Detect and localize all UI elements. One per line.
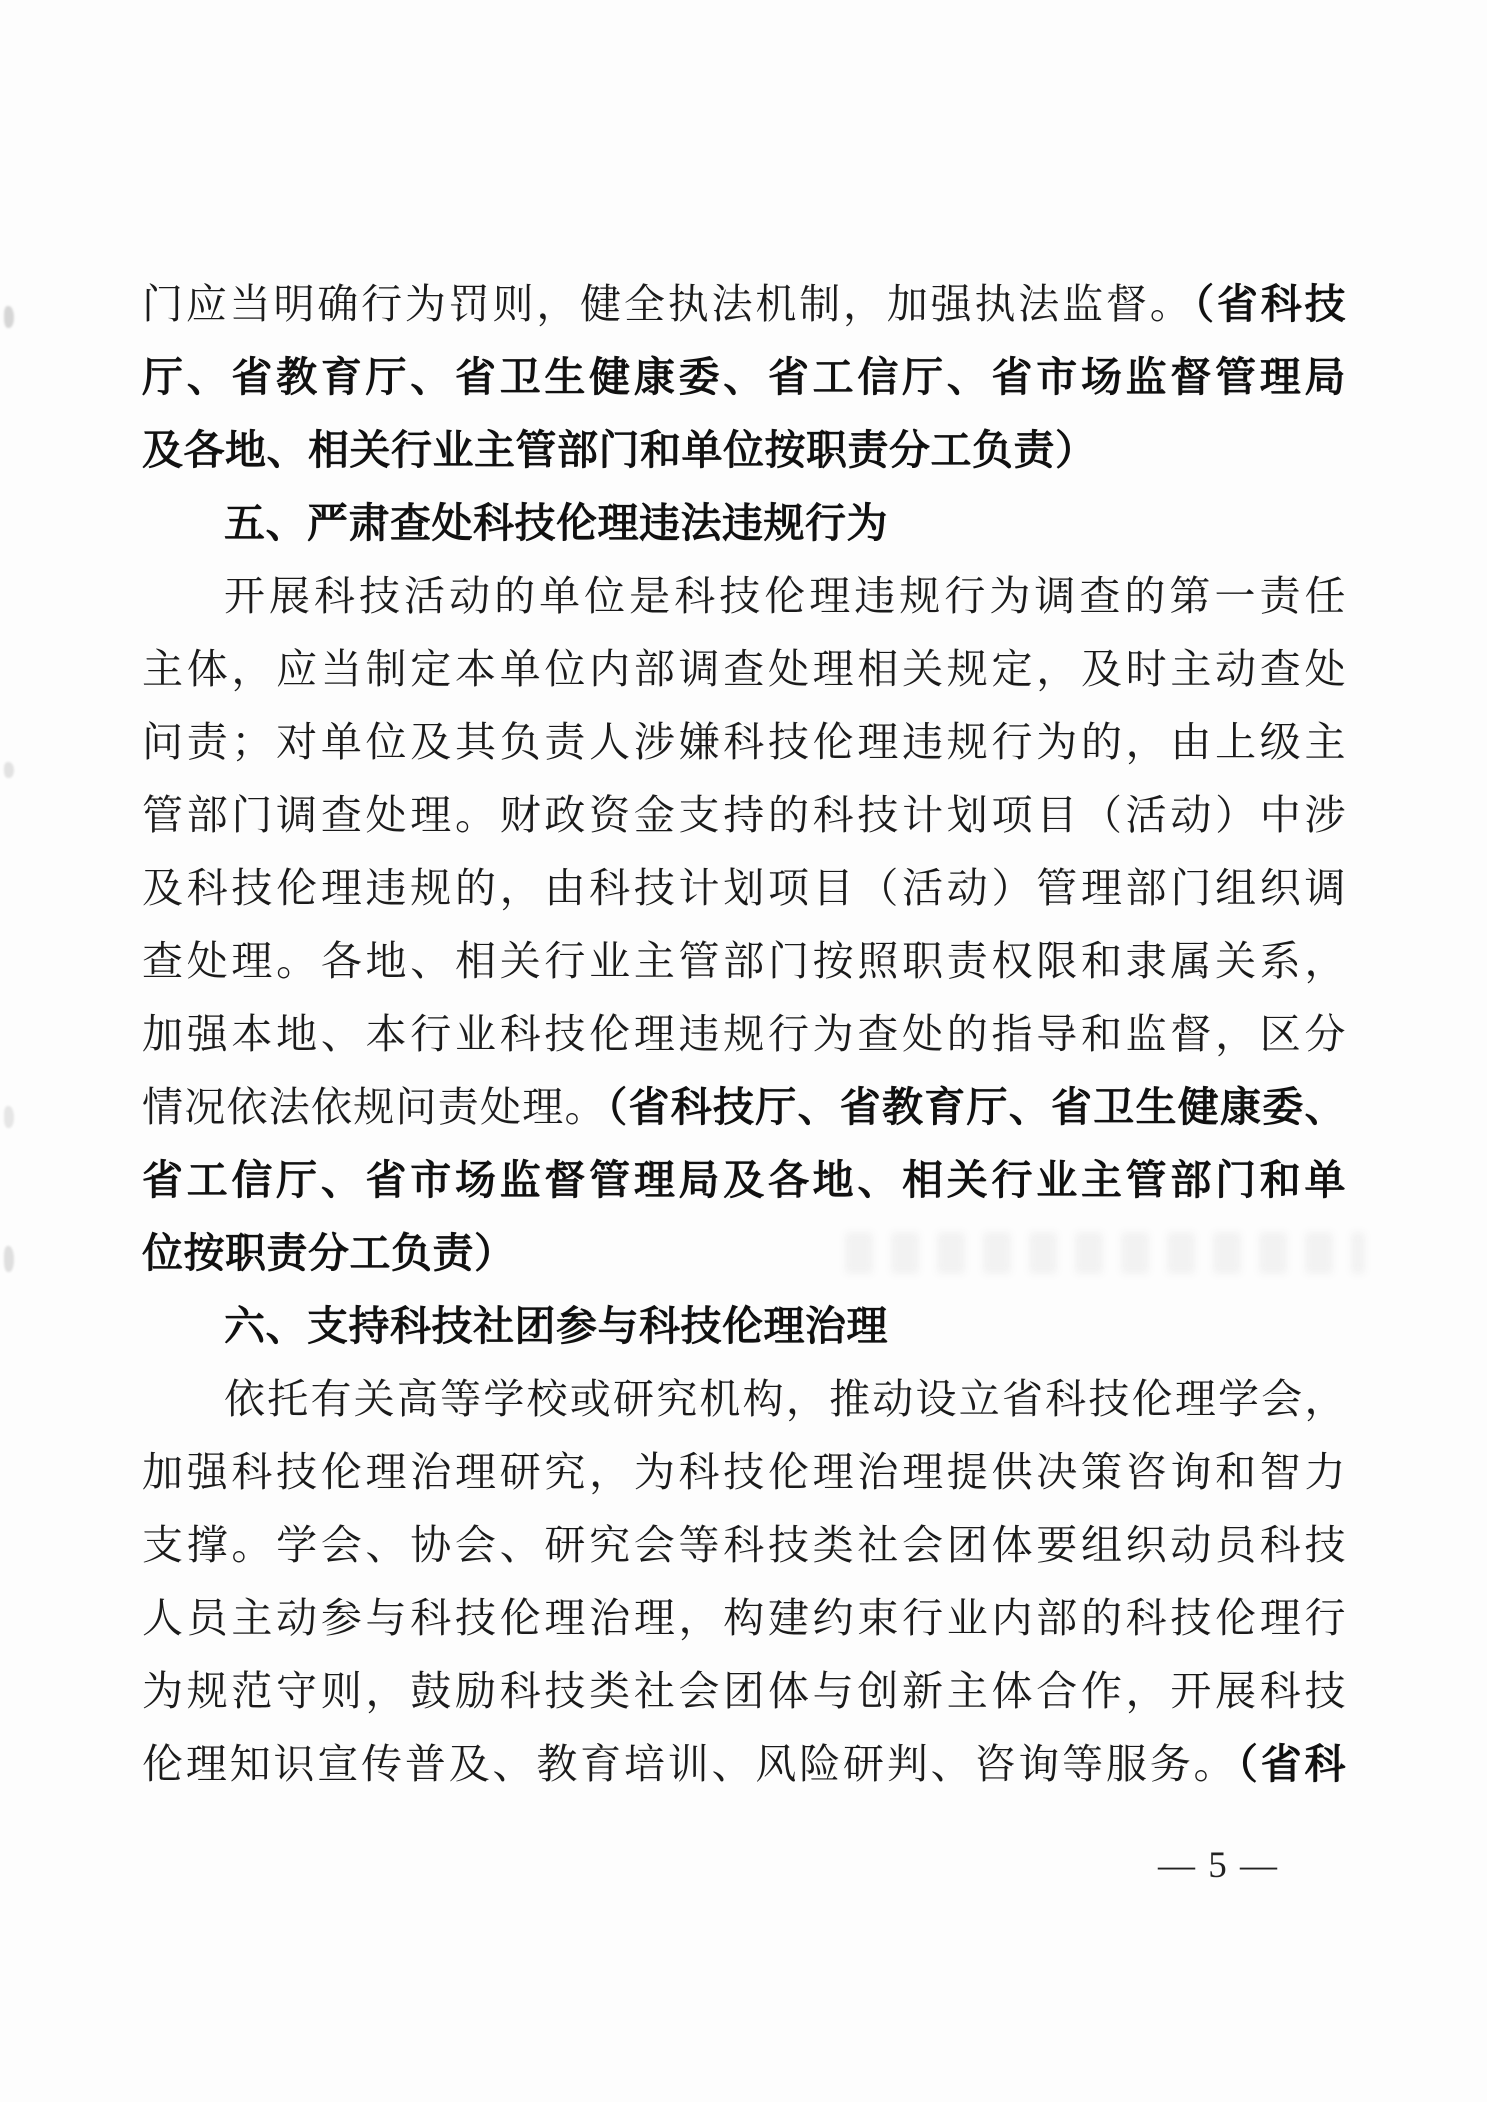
text-line — [142, 1655, 1346, 1728]
bold-text-segment: 省工信厅、省市场监督管理局及各地、相关行业主管部门和单 — [142, 1157, 1346, 1203]
text-segment: 查处理。各地、相关行业主管部门按照职责权限和隶属关系， — [142, 938, 1346, 984]
text-line — [142, 706, 1346, 779]
text-segment: 及科技伦理违规的，由科技计划项目（活动）管理部门组织调 — [142, 865, 1346, 911]
text-segment: 情况依法依规问责处理。 — [142, 1084, 607, 1130]
text-line — [142, 1436, 1346, 1509]
text-line — [142, 268, 1346, 341]
document-lines — [142, 268, 1346, 1801]
text-segment: 支撑。学会、协会、研究会等科技类社会团体要组织动员科技 — [142, 1522, 1346, 1568]
text-line — [142, 852, 1346, 925]
bold-text-segment: 厅、省教育厅、省卫生健康委、省工信厅、省市场监督管理局 — [142, 354, 1346, 400]
text-line — [142, 779, 1346, 852]
text-segment: 伦理知识宣传普及、教育培训、风险研判、咨询等服务。 — [142, 1741, 1238, 1787]
text-line — [142, 1217, 1346, 1290]
text-segment: 加强科技伦理治理研究，为科技伦理治理提供决策咨询和智力 — [142, 1449, 1346, 1495]
text-line — [142, 1144, 1346, 1217]
text-line — [142, 1071, 1346, 1144]
text-segment: 人员主动参与科技伦理治理，构建约束行业内部的科技伦理行 — [142, 1595, 1346, 1641]
text-segment: 依托有关高等学校或研究机构，推动设立省科技伦理学会， — [224, 1376, 1346, 1422]
text-segment: 为规范守则，鼓励科技类社会团体与创新主体合作，开展科技 — [142, 1668, 1346, 1714]
bold-text-segment: 位按职责分工负责） — [142, 1230, 516, 1276]
text-line — [142, 925, 1346, 998]
bold-text-segment: 六、支持科技社团参与科技伦理治理 — [224, 1303, 888, 1349]
text-segment: 开展科技活动的单位是科技伦理违规行为调查的第一责任 — [224, 573, 1346, 619]
scan-artifact — [4, 1246, 14, 1272]
text-segment: 管部门调查处理。财政资金支持的科技计划项目（活动）中涉 — [142, 792, 1346, 838]
scan-artifact — [4, 306, 14, 328]
text-segment: 加强本地、本行业科技伦理违规行为查处的指导和监督，区分 — [142, 1011, 1346, 1057]
text-line — [142, 560, 1346, 633]
bold-text-segment: （省科技 — [1193, 281, 1347, 327]
text-line — [142, 1728, 1346, 1801]
scan-artifact — [4, 1106, 14, 1128]
text-line — [142, 1363, 1346, 1436]
text-line — [142, 998, 1346, 1071]
text-segment: 问责；对单位及其负责人涉嫌科技伦理违规行为的，由上级主 — [142, 719, 1346, 765]
page-number: — 5 — — [1158, 1845, 1279, 1886]
text-line — [142, 341, 1346, 414]
text-segment: 主体，应当制定本单位内部调查处理相关规定，及时主动查处 — [142, 646, 1346, 692]
bold-text-segment: （省科技厅、省教育厅、省卫生健康委、 — [606, 1084, 1346, 1130]
bold-text-segment: （省科 — [1237, 1741, 1347, 1787]
text-line — [142, 1509, 1346, 1582]
bold-text-segment: 及各地、相关行业主管部门和单位按职责分工负责） — [142, 427, 1097, 473]
text-line — [142, 414, 1346, 487]
text-line — [142, 1582, 1346, 1655]
text-line — [142, 633, 1346, 706]
bold-text-segment: 五、严肃查处科技伦理违法违规行为 — [224, 500, 888, 546]
text-segment: 门应当明确行为罚则，健全执法机制，加强执法监督。 — [142, 281, 1194, 327]
section-heading — [142, 487, 1346, 560]
section-heading — [142, 1290, 1346, 1363]
scan-artifact — [4, 762, 14, 778]
